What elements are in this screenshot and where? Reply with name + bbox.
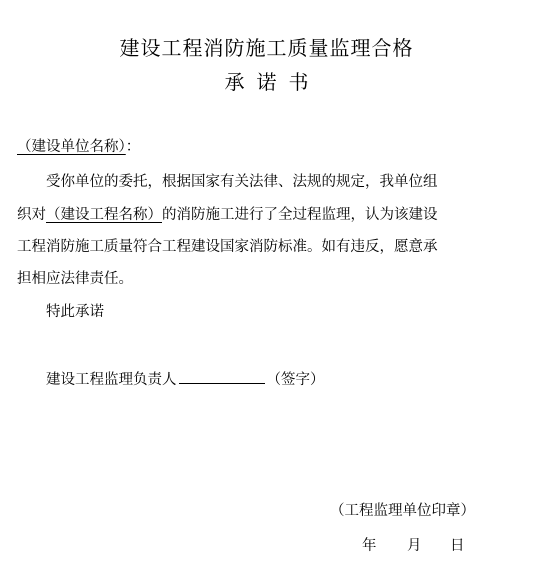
addressee-colon: ： [125,139,141,155]
body-line-2 [17,205,438,225]
date-year: 年 [362,538,377,554]
body-line-2-suffix: 的消防施工进行了全过程监理，认为该建设 [162,207,438,223]
signature-line [46,369,325,390]
body-line-4: 担相应法律责任。 [17,271,133,287]
body-line-3: 工程消防施工质量符合工程建设国家消防标准。如有违反，愿意承 [17,239,438,255]
body-line-2-prefix: 织对 [17,207,46,223]
document-title: 建设工程消防施工质量监理合格 [119,36,414,60]
date-day: 日 [450,538,465,554]
signature-blank [179,369,265,384]
closing-text: 特此承诺 [46,304,104,320]
project-name-placeholder: （建设工程名称） [46,207,162,223]
body-line-1: 受你单位的委托，根据国家有关法律、法规的规定，我单位组 [46,174,438,190]
date-month: 月 [407,538,422,554]
addressee-line [17,137,140,157]
signature-suffix: （签字） [266,372,325,388]
signature-label: 建设工程监理负责人 [46,372,177,388]
seal-label: （工程监理单位印章） [330,503,475,519]
document-subtitle: 承诺书 [224,70,321,94]
construction-unit-placeholder: （建设单位名称） [17,139,126,155]
